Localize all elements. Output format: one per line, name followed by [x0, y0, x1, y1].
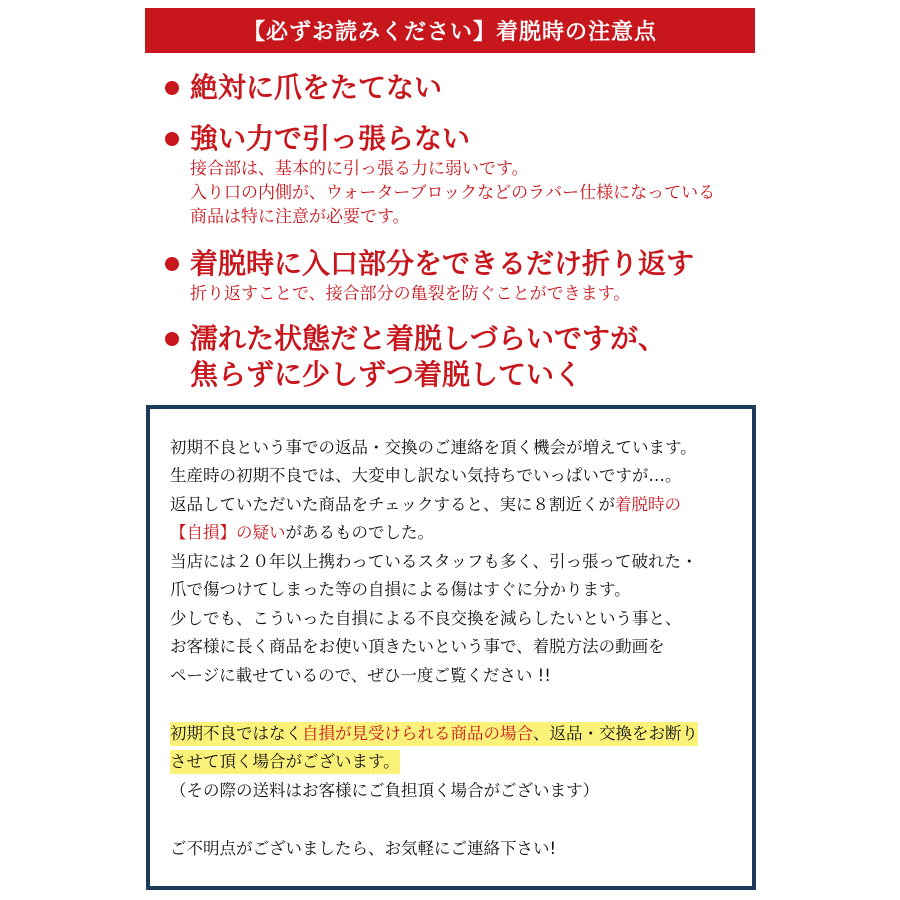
- caution-point-2: [165, 121, 715, 229]
- notice-text: 初期不良ではなく: [170, 724, 302, 743]
- notice-emphasis: 自損が見受けられる商品の場合: [302, 724, 533, 743]
- notice-line: （その際の送料はお客様にご負担頂く場合がございます）: [170, 781, 599, 800]
- bullet-dot-icon: [165, 132, 179, 146]
- notice-line: 当店には２０年以上携わっているスタッフも多く、引っ張って破れた・: [170, 552, 698, 571]
- bullet-dot-icon: [165, 81, 179, 95]
- notice-text: 返品していただいた商品をチェックすると、実に８割近くが: [170, 495, 616, 514]
- notice-box: [146, 405, 756, 890]
- point-desc: 商品は特に注意が必要です。: [190, 207, 410, 227]
- caution-point-3: [165, 246, 694, 306]
- bullet-dot-icon: [165, 332, 179, 346]
- notice-line: [170, 521, 434, 545]
- notice-line: お客様に長く商品をお使い頂きたいという事で、着脱方法の動画を: [170, 637, 665, 656]
- notice-text: があるものでした。: [285, 523, 434, 542]
- notice-emphasis: 着脱時の: [615, 495, 682, 514]
- notice-line: 初期不良という事での返品・交換のご連絡を頂く機会が増えています。: [170, 438, 697, 457]
- notice-text: 、返品・交換をお断り: [533, 724, 698, 743]
- notice-line: ページに載せているので、ぜひ一度ご覧ください !!: [170, 666, 551, 685]
- notice-line: [170, 493, 681, 517]
- notice-line: 生産時の初期不良では、大変申し訳ない気持ちでいっぱいですが…。: [170, 466, 682, 485]
- notice-banner: [145, 8, 755, 53]
- caution-point-1: [165, 70, 442, 106]
- point-title: 焦らずに少しずつ着脱していく: [190, 358, 583, 391]
- point-title: 濡れた状態だと着脱しづらいですが、: [190, 322, 667, 355]
- notice-highlight-line: [170, 722, 698, 746]
- caution-point-4: [165, 321, 666, 393]
- point-desc: 入り口の内側が、ウォーターブロックなどのラバー仕様になっている: [190, 183, 716, 203]
- point-title: 強い力で引っ張らない: [190, 122, 471, 155]
- notice-highlight-line: させて頂く場合がございます。: [170, 750, 400, 774]
- notice-line: 爪で傷つけてしまった等の自損による傷はすぐに分かります。: [170, 580, 631, 599]
- notice-line: ご不明点がございましたら、お気軽にご連絡下さい!: [170, 839, 557, 858]
- notice-emphasis: 【自損】の疑い: [170, 523, 286, 542]
- point-title: 着脱時に入口部分をできるだけ折り返す: [190, 247, 695, 280]
- bullet-dot-icon: [165, 257, 179, 271]
- point-title: 絶対に爪をたてない: [190, 71, 443, 104]
- point-desc: 接合部は、基本的に引っ張る力に弱いです。: [190, 159, 529, 179]
- notice-line: 少しでも、こういった自損による不良交換を減らしたいという事と、: [170, 609, 682, 628]
- banner-title: 【必ずお読みください】着脱時の注意点: [242, 20, 657, 45]
- point-desc: 折り返すことで、接合部分の亀裂を防ぐことができます。: [190, 284, 631, 304]
